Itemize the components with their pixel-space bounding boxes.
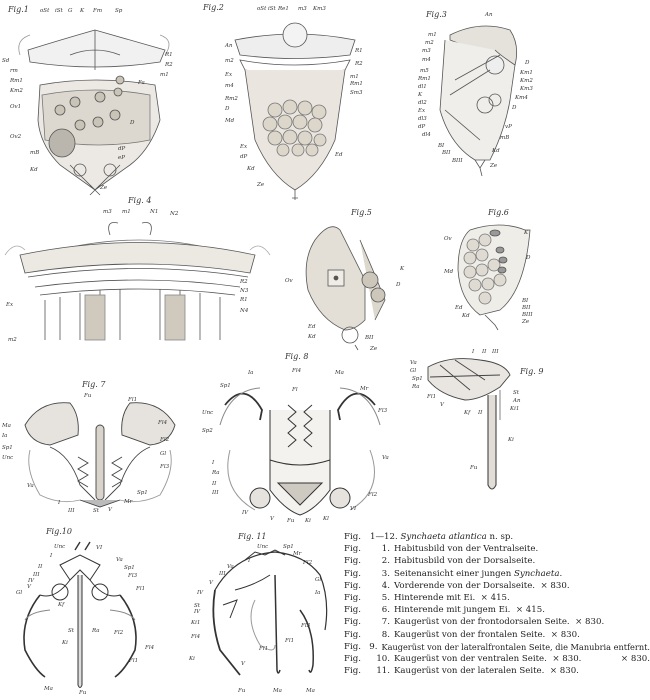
caption-species: Synchaeta atlantica (400, 532, 487, 542)
label-ze: Ze (522, 319, 530, 325)
label-an: An (513, 398, 521, 404)
label-vi: VI (96, 545, 103, 551)
label-ov1: Ov1 (10, 104, 22, 110)
caption-line (344, 629, 650, 641)
caption-text: Hinterende mit jungem Ei. ⨯ 415. (394, 605, 545, 616)
label-dl1: dl1 (418, 84, 427, 90)
label-fl1-bottom: Fl1 (129, 658, 139, 664)
label-ma: Ma (44, 686, 53, 692)
caption-text: Vorderende von der Dorsalseite. ⨯ 830. (394, 580, 570, 591)
label-vp: vP (505, 124, 512, 130)
label-fu: Fu (238, 688, 246, 694)
label-kl: Kl (323, 516, 329, 522)
caption-text: Kaugerüst von der frontalen Seite. ⨯ 830. (394, 629, 580, 640)
figure-11 (175, 530, 335, 700)
label-iv: IV (28, 578, 35, 584)
label-m2: m2 (425, 40, 434, 46)
caption-number: 8. (381, 629, 390, 640)
label-sp: Sp (115, 8, 123, 14)
label-fl4: Fl4 (158, 420, 168, 426)
caption-text: Kaugerüst von der lateralfrontalen Seite, die Manubria entfernt. (381, 641, 650, 652)
caption-suffix: n. sp. (486, 532, 514, 542)
label-gl: Gl (315, 577, 322, 583)
label-km4: Km4 (515, 95, 528, 101)
label-ex2: Ex (240, 144, 248, 150)
label-mr: Mr (360, 386, 369, 392)
label-ki: Ki (508, 437, 514, 443)
label-ov2: Ov2 (10, 134, 22, 140)
label-fl2: Fl2 (368, 492, 378, 498)
label-d: D (396, 282, 401, 288)
label-fu: Fu (79, 690, 87, 696)
label-ki1: Ki1 (510, 406, 520, 412)
label-ki1: Ki1 (191, 620, 201, 626)
figure-2 (195, 0, 395, 200)
caption-number: 2. (381, 556, 390, 567)
label-iv: IV (197, 590, 204, 596)
label-i: I (50, 553, 53, 559)
label-bii: BII (442, 150, 451, 156)
label-fl3: Fl3 (128, 573, 138, 579)
figure-8-title: Fig. 8 (285, 352, 309, 361)
label-mr: Mr (293, 551, 302, 557)
label-ov: Ov (285, 278, 293, 284)
label-m5: m5 (420, 68, 429, 74)
label-iii: III (68, 508, 75, 514)
figure-9-title: Fig. 9 (520, 367, 544, 376)
label-ex: Ex (418, 108, 426, 114)
caption-line (344, 604, 650, 616)
figure-8 (200, 350, 400, 530)
label-dl3: dl3 (418, 116, 427, 122)
label-d: D (225, 106, 230, 112)
label-unc: Unc (2, 455, 14, 461)
label-an: An (225, 43, 233, 49)
label-st: St (68, 628, 74, 634)
label-m2: m2 (225, 58, 234, 64)
label-ex: Ex (6, 302, 14, 308)
label-mb: mB (500, 135, 510, 141)
label-sd: Sd (2, 58, 10, 64)
label-rm: rm (10, 68, 18, 74)
figure-4-drawing (0, 195, 280, 345)
figure-5 (280, 200, 450, 365)
figure-10 (0, 520, 180, 700)
figure-1-title: Fig.1 (8, 5, 29, 14)
caption-line (344, 543, 650, 555)
label-biii: BIII (522, 312, 533, 318)
label-ist: iSt (55, 8, 63, 14)
label-st: St (194, 603, 200, 609)
label-g: G (68, 8, 73, 14)
caption-line (344, 641, 650, 653)
label-kd: Kd (30, 167, 38, 173)
figure-4 (0, 195, 280, 345)
label-fl1: Fl1 (427, 394, 437, 400)
label-fu: Fu (84, 393, 92, 399)
label-sp1: Sp1 (412, 376, 423, 382)
label-dp: dP (418, 124, 426, 130)
label-unc: Unc (257, 544, 269, 550)
caption-magnification: ⨯ 830. (620, 653, 650, 664)
label-ki: Ki (62, 640, 68, 646)
label-i: I (472, 349, 475, 355)
caption-text: Kaugerüst von der ventralen Seite. ⨯ 830. (394, 653, 582, 664)
label-ia: Ia (315, 590, 321, 596)
label-unc: Unc (54, 544, 66, 550)
label-bii: BII (522, 305, 531, 311)
label-va: Va (27, 483, 34, 489)
label-biii: BIII (452, 158, 463, 164)
label-d: D (525, 60, 530, 66)
label-fl1b: Fl1 (259, 646, 269, 652)
caption-number: 5. (381, 592, 390, 603)
label-unc: Unc (202, 410, 214, 416)
label-ze: Ze (257, 182, 265, 188)
label-fl1: Fl1 (136, 586, 146, 592)
figure-7-drawing (0, 375, 200, 515)
figure-9 (400, 349, 560, 495)
label-ra: Ra (212, 470, 220, 476)
caption-line (344, 592, 650, 604)
label-i: I (248, 558, 251, 564)
label-ma: Ma (2, 423, 11, 429)
label-ra: Ra (92, 628, 100, 634)
label-ra: Ra (412, 384, 420, 390)
caption-text: Habitusbild von der Ventralseite. (394, 544, 539, 555)
label-ed: Ed (308, 324, 316, 330)
label-dl4: dl4 (422, 132, 431, 138)
label-k: K (418, 92, 423, 98)
label-rm1: Rm1 (418, 76, 431, 82)
label-fl4: Fl4 (292, 368, 302, 374)
label-r2: R2 (240, 279, 248, 285)
label-fm: Fm (93, 8, 103, 14)
label-vi: VI (350, 506, 357, 512)
caption-text: Hinterende mit Ei. ⨯ 415. (394, 592, 510, 603)
label-va: Va (227, 564, 234, 570)
label-iii: III (492, 349, 499, 355)
label-ost: oSt (40, 8, 50, 14)
label-bii: BII (365, 335, 374, 341)
label-v: V (270, 516, 274, 522)
label-ki: Ki (305, 518, 311, 524)
label-ex: Ex (225, 72, 233, 78)
caption-text: Kaugerüst von der lateralen Seite. ⨯ 830. (394, 666, 579, 677)
label-iii: III (33, 572, 40, 578)
figure-8-drawing (200, 350, 400, 530)
label-va: Va (382, 455, 389, 461)
label-fl1: Fl1 (285, 638, 295, 644)
label-ma: Ma (335, 370, 344, 376)
label-v: V (209, 580, 213, 586)
figure-10-title: Fig.10 (46, 527, 72, 536)
label-r1: R1 (165, 52, 173, 58)
label-k: K (80, 8, 85, 14)
label-kf: Kf (464, 410, 471, 416)
label-ep: eP (118, 155, 125, 161)
label-m2: m2 (8, 337, 17, 343)
label-d: D (130, 120, 135, 126)
label-km3: Km3 (313, 6, 326, 12)
label-rm1: Rm1 (10, 78, 23, 84)
label-m3: m3 (298, 6, 307, 12)
caption-prefix: Fig. (344, 568, 361, 579)
caption-line (344, 580, 650, 592)
label-mr: Mr (124, 499, 133, 505)
label-md: Md (225, 118, 235, 124)
label-rm1: Rm1 (350, 81, 363, 87)
label-kd: Kd (492, 148, 500, 154)
label-i: I (212, 460, 215, 466)
label-fl3: Fl3 (301, 623, 311, 629)
figure-11-drawing (175, 530, 335, 700)
caption-line (344, 531, 650, 543)
figure-3-title: Fig.3 (426, 10, 447, 19)
label-va: Va (116, 557, 123, 563)
caption-text: Seitenansicht einer jungen (394, 568, 515, 579)
caption-text: Kaugerüst von der frontodorsalen Seite. ⨯ 830. (394, 617, 605, 628)
label-k: K (524, 230, 529, 236)
figure-7 (0, 375, 200, 515)
label-ii: II (212, 481, 217, 487)
label-sp1: Sp1 (124, 565, 135, 571)
label-iv: IV (242, 510, 249, 516)
figure-6 (440, 200, 560, 350)
label-dl2: dl2 (418, 100, 427, 106)
label-ov: Ov (444, 236, 452, 242)
label-n1: N1 (150, 209, 159, 215)
label-m1: m1 (428, 32, 437, 38)
figure-6-title: Fig.6 (488, 208, 509, 217)
figure-1 (0, 0, 195, 200)
label-i: I (58, 500, 61, 506)
label-gl: Gl (160, 451, 167, 457)
label-bi: BI (522, 298, 529, 304)
label-m3: m3 (103, 209, 112, 215)
figure-6-drawing (440, 200, 560, 350)
label-ia: Ia (248, 370, 254, 376)
label-r2: R2 (355, 61, 363, 67)
label-fl2: Fl2 (114, 630, 124, 636)
label-sp1: Sp1 (283, 544, 294, 550)
caption-prefix: Fig. (344, 580, 361, 591)
label-ii: II (482, 349, 487, 355)
label-kd: Kd (462, 313, 470, 319)
label-st: St (93, 508, 99, 514)
label-iii: III (212, 490, 219, 496)
label-m4: m4 (225, 83, 234, 89)
label-bi: BI (438, 143, 445, 149)
caption-number: 11. (376, 666, 390, 677)
label-r1: R1 (355, 48, 363, 54)
caption-number: 3. (381, 568, 390, 579)
label-v: V (27, 584, 31, 590)
caption-number: 7. (381, 617, 390, 628)
label-ia: Ia (2, 433, 8, 439)
label-km1: Km1 (520, 70, 533, 76)
label-km2: Km2 (520, 78, 533, 84)
label-mb: mB (30, 150, 40, 156)
caption-number: 4. (381, 580, 390, 591)
label-v: V (108, 507, 112, 513)
label-ma: Ma (273, 688, 282, 694)
label-ma2: Ma (306, 688, 315, 694)
label-n2: N2 (170, 211, 179, 217)
figure-4-title: Fig. 4 (128, 196, 152, 205)
label-k: K (400, 266, 405, 272)
figure-3 (400, 0, 560, 200)
label-fl2: Fl2 (160, 437, 170, 443)
label-sp1: Sp1 (220, 383, 231, 389)
caption-prefix: Fig. (344, 653, 361, 664)
label-sp1-right: Sp1 (137, 490, 148, 496)
label-st: St (513, 390, 519, 396)
label-sp1: Sp1 (2, 445, 13, 451)
label-fa: Fa (138, 80, 145, 86)
label-fl1: Fl1 (128, 397, 138, 403)
label-iv2: IV (194, 609, 201, 615)
label-sp2: Sp2 (202, 428, 213, 434)
caption-prefix: Fig. (344, 544, 361, 555)
caption-number: 10. (376, 653, 390, 664)
label-ze: Ze (370, 346, 378, 352)
caption-text: Habitusbild von der Dorsalseite. (394, 556, 536, 567)
label-fl3: Fl3 (378, 408, 388, 414)
label-ed: Ed (335, 152, 343, 158)
caption-suffix: . (559, 568, 563, 579)
caption-prefix: Fig. (344, 592, 361, 603)
label-fl: Fl (292, 387, 298, 393)
label-m1: m1 (160, 72, 169, 78)
figure-5-title: Fig.5 (351, 208, 372, 217)
label-ii: II (38, 564, 43, 570)
label-gl: Gl (16, 590, 23, 596)
label-m4: m4 (422, 57, 431, 63)
figure-11-title: Fig. 11 (238, 532, 267, 541)
label-km3: Km3 (520, 86, 533, 92)
label-fl3: Fl3 (160, 464, 170, 470)
label-fl4: Fl4 (145, 645, 155, 651)
label-r2: R2 (165, 62, 173, 68)
label-n3: N3 (240, 288, 249, 294)
caption-number: 1. (381, 544, 390, 555)
label-md: Md (444, 269, 454, 275)
label-kf: Kf (58, 602, 65, 608)
label-re1: Re1 (278, 6, 289, 12)
label-ze: Ze (100, 185, 108, 191)
label-kd: Kd (247, 166, 255, 172)
label-fu: Fu (287, 518, 295, 524)
label-d: D (526, 255, 531, 261)
label-ost: oSt (257, 6, 267, 12)
label-ed: Ed (455, 305, 463, 311)
label-va: Va (410, 360, 417, 366)
label-v: V (440, 402, 444, 408)
label-dp: dP (118, 146, 126, 152)
label-ki: Ki (189, 656, 195, 662)
caption-line (344, 616, 650, 628)
caption-prefix: Fig. (344, 629, 361, 640)
label-ze: Ze (490, 163, 498, 169)
label-n4: N4 (240, 308, 249, 314)
figure-2-title: Fig.2 (203, 3, 224, 12)
caption-prefix: Fig. (344, 556, 361, 567)
figure-10-drawing (0, 520, 180, 700)
label-an: An (485, 12, 493, 18)
caption-number: 1—12. (370, 532, 398, 542)
label-ii-bottom: II (478, 410, 483, 416)
caption-line (344, 665, 650, 677)
figure-7-title: Fig. 7 (82, 380, 106, 389)
label-m1: m1 (350, 74, 359, 80)
label-km2: Km2 (10, 88, 23, 94)
label-ist: iSt (268, 6, 276, 12)
label-fu: Fu (470, 465, 478, 471)
label-gl: Gl (410, 368, 417, 374)
label-m3: m3 (422, 48, 431, 54)
caption-prefix: Fig. (344, 532, 361, 542)
label-fl4: Fl4 (191, 634, 201, 640)
caption-genus: Synchaeta (514, 568, 560, 579)
caption-prefix: Fig. (344, 641, 361, 652)
label-dp: dP (240, 154, 248, 160)
caption-prefix: Fig. (344, 617, 361, 628)
caption-prefix: Fig. (344, 605, 361, 616)
caption-prefix: Fig. (344, 666, 361, 677)
label-d2: D (512, 105, 517, 111)
figure-caption (344, 531, 650, 677)
label-r1: R1 (240, 297, 248, 303)
label-m1: m1 (122, 209, 131, 215)
caption-number: 6. (381, 605, 390, 616)
caption-number: 9. (369, 641, 378, 652)
label-kd: Kd (308, 334, 316, 340)
label-iii: III (219, 571, 226, 577)
caption-line (344, 568, 650, 580)
label-sm3: Sm3 (350, 90, 363, 96)
figure-9-drawing (400, 355, 560, 495)
label-rm2: Rm2 (225, 96, 238, 102)
caption-line (344, 653, 650, 665)
label-fl2: Fl2 (303, 560, 313, 566)
caption-line (344, 555, 650, 567)
label-v2: V (241, 661, 245, 667)
